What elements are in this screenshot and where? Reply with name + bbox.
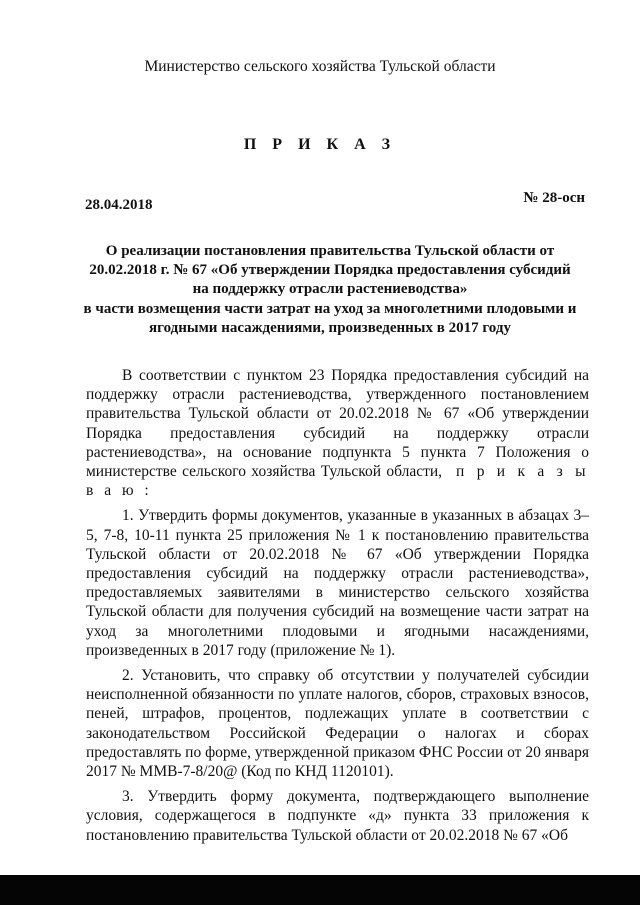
document-date: 28.04.2018 — [85, 197, 153, 213]
title-line: 20.02.2018 г. № 67 «Об утверждении Порядка предоставления субсидий — [89, 262, 571, 279]
title-line: ягодными насаждениями, произведенных в 2017 году — [149, 319, 511, 336]
document-type: П Р И К А З — [243, 136, 397, 153]
document-title — [80, 242, 580, 338]
ministry-name: Министерство сельского хозяйства Тульской области — [144, 58, 496, 75]
order-word: п р и к а з ы в а ю : — [86, 463, 589, 500]
title-line: на поддержку отрасли растениеводства» — [192, 281, 468, 298]
title-line: в части возмещения части затрат на уход за многолетними плодовыми и — [83, 300, 577, 317]
paragraph-2: 2. Установить, что справку об отсутствии у получателей субсидии неисполненной обязанности по уплате налогов, сборов, страховых взносов, пеней, штрафов, процентов, подлежащих уплате в соответствии с законодательством Российской Федерации о налогах и сборах предоставлять по форме, утвержденной приказом ФНС России от 20 января 2017 № ММВ-7-8/20@ (Код по КНД 1120101). — [86, 667, 589, 781]
paragraph-1: 1. Утвердить формы документов, указанные в указанных в абзацах 3–5, 7-8, 10-11 пункта 25 приложения № 1 к постановлению правительства Тульской области от 20.02.2018 № 67 «Об утверждении Порядка предоставления субсидий на поддержку отрасли растениеводства», предоставляемых заявителями в министерство сельского хозяйства Тульской области для получения субсидий на возмещение части затрат на уход за многолетними плодовыми и ягодными насаждениями, произведенных в 2017 году (приложение № 1). — [86, 507, 589, 659]
scan-bottom-edge — [0, 875, 640, 905]
intro-text: В соответствии с пунктом 23 Порядка предоставления субсидий на поддержку отрасли растениеводства, утвержденного постановлением правительства Тульской области от 20.02.2018 № 67 «Об утверждении Порядка предоставления субсидий на поддержку отрасли растениеводства», на основание подпункта 5 пункта 7 Положения о министерстве сельского хозяйства Тульской области, — [86, 367, 589, 481]
title-line: О реализации постановления правительства Тульской области от — [105, 243, 555, 259]
intro-paragraph — [86, 366, 589, 500]
document-body — [86, 366, 589, 851]
paragraph-3: 3. Утвердить форму документа, подтверждающего выполнение условия, содержащегося в подпункте «д» пункта 33 приложения к постановлению правительства Тульской области от 20.02.2018 № 67 «Об — [86, 788, 589, 844]
document-number: № 28-осн — [523, 190, 585, 206]
